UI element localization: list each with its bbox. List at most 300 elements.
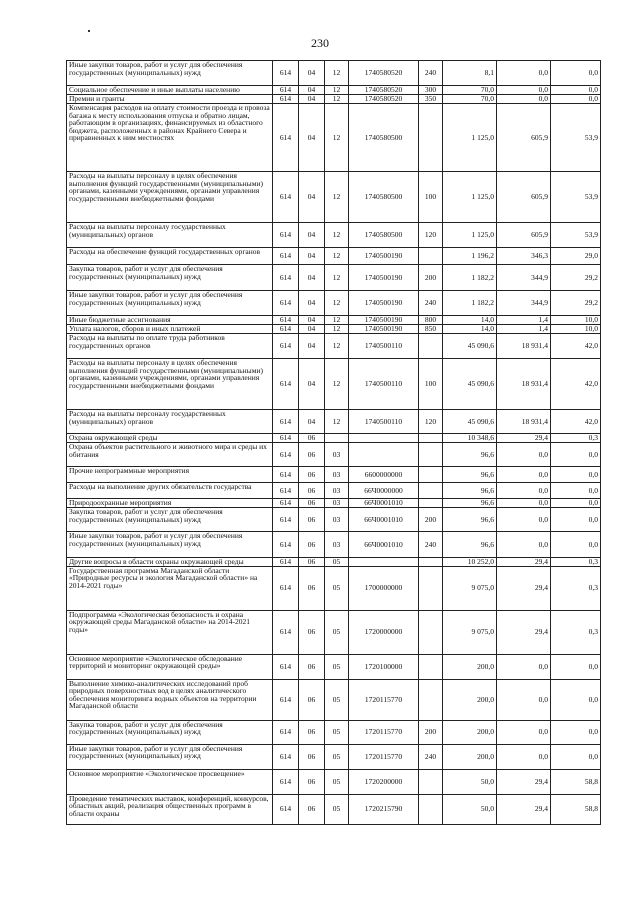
plan-amount: 96,6: [443, 483, 497, 499]
target-code: 1740500110: [349, 359, 419, 410]
subsection-code: 12: [325, 95, 349, 104]
execution-percent: 0,0: [551, 744, 601, 769]
expense-type: 120: [419, 410, 443, 434]
target-code: 1740500190: [349, 316, 419, 325]
expense-type: 240: [419, 744, 443, 769]
ministry-code: 614: [273, 566, 299, 610]
subsection-code: 05: [325, 769, 349, 794]
expense-type: 240: [419, 291, 443, 316]
row-name: Расходы на обеспечение функций государственных органов: [67, 248, 273, 265]
target-code: 1720115770: [349, 679, 419, 720]
section-code: 04: [299, 316, 325, 325]
target-code: 1740500110: [349, 410, 419, 434]
target-code: 1740500190: [349, 291, 419, 316]
row-name: Расходы на выполнение других обязательств государства: [67, 483, 273, 499]
execution-percent: 58,8: [551, 769, 601, 794]
plan-amount: 96,6: [443, 499, 497, 508]
ministry-code: 614: [273, 744, 299, 769]
table-row: [67, 769, 601, 794]
row-name: Проведение тематических выставок, конференций, конкурсов, областных акций, реализация общественных программ в области охраны: [67, 794, 273, 824]
actual-amount: 0,0: [497, 654, 551, 679]
table-row: [67, 316, 601, 325]
row-name: Выполнение химико-аналитических исследований проб природных поверхностных вод в целях аналитического обеспечения мониторинга водных объектов на территории Магаданской области: [67, 679, 273, 720]
section-code: 06: [299, 508, 325, 532]
expense-type: 800: [419, 316, 443, 325]
row-name: Компенсация расходов на оплату стоимости проезда и провоза багажа к месту использования отпуска и обратно лицам, работающим в организациях, финансируемых из областного бюджета, расположенных в районах Крайнего Севера и приравненных к ним местностях: [67, 104, 273, 172]
ministry-code: 614: [273, 316, 299, 325]
expense-type: 240: [419, 61, 443, 86]
expense-type: 200: [419, 265, 443, 291]
plan-amount: 200,0: [443, 720, 497, 744]
execution-percent: 29,2: [551, 265, 601, 291]
execution-percent: 29,2: [551, 291, 601, 316]
expense-type: [419, 499, 443, 508]
subsection-code: 05: [325, 654, 349, 679]
section-code: 06: [299, 654, 325, 679]
section-code: 04: [299, 265, 325, 291]
ministry-code: 614: [273, 483, 299, 499]
plan-amount: 1 196,2: [443, 248, 497, 265]
row-name: Государственная программа Магаданской области «Природные ресурсы и экология Магаданской области» на 2014-2021 годы»: [67, 566, 273, 610]
subsection-code: 12: [325, 223, 349, 248]
target-code: 66Ч0001010: [349, 532, 419, 558]
target-code: 1740580500: [349, 104, 419, 172]
table-row: [67, 558, 601, 567]
budget-table: [66, 60, 601, 825]
ministry-code: 614: [273, 558, 299, 567]
actual-amount: 344,9: [497, 265, 551, 291]
execution-percent: 0,3: [551, 566, 601, 610]
table-row: [67, 720, 601, 744]
expense-type: [419, 248, 443, 265]
row-name: Иные закупки товаров, работ и услуг для обеспечения государственных (муниципальных) нужд: [67, 61, 273, 86]
expense-type: 850: [419, 325, 443, 334]
table-row: [67, 265, 601, 291]
section-code: 04: [299, 61, 325, 86]
section-code: 06: [299, 679, 325, 720]
subsection-code: 05: [325, 679, 349, 720]
target-code: 66Ч0000000: [349, 483, 419, 499]
section-code: 06: [299, 532, 325, 558]
section-code: 06: [299, 610, 325, 654]
row-name: Расходы на выплаты по оплате труда работников государственных органов: [67, 334, 273, 359]
table-row: [67, 359, 601, 410]
ministry-code: 614: [273, 359, 299, 410]
expense-type: 200: [419, 720, 443, 744]
execution-percent: 0,0: [551, 532, 601, 558]
subsection-code: 03: [325, 532, 349, 558]
row-name: Иные закупки товаров, работ и услуг для обеспечения государственных (муниципальных) нужд: [67, 532, 273, 558]
row-name: Природоохранные мероприятия: [67, 499, 273, 508]
target-code: 1720000000: [349, 610, 419, 654]
target-code: 1740580520: [349, 95, 419, 104]
expense-type: [419, 483, 443, 499]
section-code: 06: [299, 720, 325, 744]
ministry-code: 614: [273, 434, 299, 443]
ministry-code: 614: [273, 291, 299, 316]
ministry-code: 614: [273, 104, 299, 172]
actual-amount: 0,0: [497, 443, 551, 467]
target-code: 1720100000: [349, 654, 419, 679]
plan-amount: 96,6: [443, 443, 497, 467]
plan-amount: 96,6: [443, 532, 497, 558]
target-code: 66Ч0001010: [349, 499, 419, 508]
table-row: [67, 483, 601, 499]
execution-percent: 10,0: [551, 316, 601, 325]
ministry-code: 614: [273, 679, 299, 720]
plan-amount: 9 075,0: [443, 610, 497, 654]
table-body: [67, 61, 601, 825]
row-name: Подпрограмма «Экологическая безопасность и охрана окружающей среды Магаданской области» на 2014-2021 годы»: [67, 610, 273, 654]
table-row: [67, 679, 601, 720]
row-name: Уплата налогов, сборов и иных платежей: [67, 325, 273, 334]
actual-amount: 605,9: [497, 223, 551, 248]
ministry-code: 614: [273, 508, 299, 532]
expense-type: 350: [419, 95, 443, 104]
execution-percent: 0,0: [551, 86, 601, 95]
execution-percent: 0,0: [551, 679, 601, 720]
actual-amount: 0,0: [497, 720, 551, 744]
subsection-code: 12: [325, 291, 349, 316]
plan-amount: 96,6: [443, 508, 497, 532]
ministry-code: 614: [273, 610, 299, 654]
row-name: Охрана объектов растительного и животного мира и среды их обитания: [67, 443, 273, 467]
section-code: 04: [299, 334, 325, 359]
execution-percent: 0,0: [551, 654, 601, 679]
table-row: [67, 104, 601, 172]
ministry-code: 614: [273, 95, 299, 104]
target-code: 1740500190: [349, 325, 419, 334]
actual-amount: 29,4: [497, 769, 551, 794]
target-code: 1720115770: [349, 744, 419, 769]
execution-percent: 0,0: [551, 61, 601, 86]
row-name: Расходы на выплаты персоналу в целях обеспечения выполнения функций государственными (муниципальными) органами, казенными учреждениями, органами управления государственными внебюджетными фондами: [67, 359, 273, 410]
plan-amount: 1 125,0: [443, 223, 497, 248]
expense-type: [419, 769, 443, 794]
execution-percent: 0,0: [551, 443, 601, 467]
table-row: [67, 508, 601, 532]
target-code: 1740580500: [349, 223, 419, 248]
section-code: 04: [299, 86, 325, 95]
actual-amount: 18 931,4: [497, 410, 551, 434]
subsection-code: 12: [325, 172, 349, 223]
table-row: [67, 467, 601, 483]
actual-amount: 0,0: [497, 61, 551, 86]
subsection-code: 12: [325, 86, 349, 95]
execution-percent: 0,0: [551, 483, 601, 499]
ministry-code: 614: [273, 248, 299, 265]
target-code: 1720115770: [349, 720, 419, 744]
target-code: 1740580520: [349, 86, 419, 95]
subsection-code: 12: [325, 104, 349, 172]
expense-type: 300: [419, 86, 443, 95]
subsection-code: 05: [325, 720, 349, 744]
section-code: 06: [299, 794, 325, 824]
section-code: 06: [299, 558, 325, 567]
plan-amount: 45 090,6: [443, 410, 497, 434]
execution-percent: 0,0: [551, 499, 601, 508]
target-code: 1740500190: [349, 265, 419, 291]
execution-percent: 53,9: [551, 223, 601, 248]
section-code: 04: [299, 325, 325, 334]
table-row: [67, 744, 601, 769]
row-name: Закупка товаров, работ и услуг для обеспечения государственных (муниципальных) нужд: [67, 265, 273, 291]
ministry-code: 614: [273, 172, 299, 223]
execution-percent: 53,9: [551, 104, 601, 172]
expense-type: 100: [419, 172, 443, 223]
ministry-code: 614: [273, 410, 299, 434]
expense-type: [419, 610, 443, 654]
plan-amount: 10 252,0: [443, 558, 497, 567]
ministry-code: 614: [273, 499, 299, 508]
subsection-code: 05: [325, 794, 349, 824]
expense-type: 240: [419, 532, 443, 558]
execution-percent: 0,0: [551, 508, 601, 532]
expense-type: 100: [419, 359, 443, 410]
row-name: Иные закупки товаров, работ и услуг для обеспечения государственных (муниципальных) нужд: [67, 291, 273, 316]
plan-amount: 50,0: [443, 794, 497, 824]
subsection-code: 12: [325, 325, 349, 334]
plan-amount: 45 090,6: [443, 359, 497, 410]
subsection-code: [325, 434, 349, 443]
subsection-code: 12: [325, 359, 349, 410]
subsection-code: 03: [325, 467, 349, 483]
subsection-code: 03: [325, 443, 349, 467]
actual-amount: 0,0: [497, 483, 551, 499]
plan-amount: 14,0: [443, 316, 497, 325]
target-code: 1740580520: [349, 61, 419, 86]
plan-amount: 50,0: [443, 769, 497, 794]
target-code: [349, 434, 419, 443]
section-code: 06: [299, 769, 325, 794]
plan-amount: 9 075,0: [443, 566, 497, 610]
row-name: Охрана окружающей среды: [67, 434, 273, 443]
target-code: 1740500190: [349, 248, 419, 265]
section-code: 06: [299, 443, 325, 467]
actual-amount: 18 931,4: [497, 359, 551, 410]
actual-amount: 0,0: [497, 532, 551, 558]
expense-type: [419, 558, 443, 567]
actual-amount: 0,0: [497, 744, 551, 769]
row-name: Расходы на выплаты персоналу государственных (муниципальных) органов: [67, 410, 273, 434]
plan-amount: 200,0: [443, 654, 497, 679]
actual-amount: 29,4: [497, 434, 551, 443]
section-code: 06: [299, 467, 325, 483]
execution-percent: 0,0: [551, 467, 601, 483]
section-code: 04: [299, 291, 325, 316]
expense-type: [419, 467, 443, 483]
ministry-code: 614: [273, 334, 299, 359]
table-row: [67, 443, 601, 467]
plan-amount: 1 182,2: [443, 265, 497, 291]
actual-amount: 0,0: [497, 679, 551, 720]
plan-amount: 70,0: [443, 86, 497, 95]
target-code: [349, 558, 419, 567]
row-name: Основное мероприятие «Экологическое обследование территорий и мониторинг окружающей среды»: [67, 654, 273, 679]
table-row: [67, 794, 601, 824]
subsection-code: 12: [325, 334, 349, 359]
table-row: [67, 334, 601, 359]
expense-type: 200: [419, 508, 443, 532]
actual-amount: 0,0: [497, 95, 551, 104]
row-name: Иные закупки товаров, работ и услуг для обеспечения государственных (муниципальных) нужд: [67, 744, 273, 769]
row-name: Другие вопросы в области охраны окружающей среды: [67, 558, 273, 567]
plan-amount: 1 125,0: [443, 104, 497, 172]
table-row: [67, 434, 601, 443]
table-row: [67, 532, 601, 558]
actual-amount: 346,3: [497, 248, 551, 265]
execution-percent: 29,0: [551, 248, 601, 265]
ministry-code: 614: [273, 265, 299, 291]
plan-amount: 70,0: [443, 95, 497, 104]
table-row: [67, 610, 601, 654]
actual-amount: 344,9: [497, 291, 551, 316]
ministry-code: 614: [273, 443, 299, 467]
expense-type: [419, 104, 443, 172]
subsection-code: 12: [325, 410, 349, 434]
table-row: [67, 499, 601, 508]
target-code: 1720200000: [349, 769, 419, 794]
section-code: 04: [299, 410, 325, 434]
section-code: 06: [299, 483, 325, 499]
page-number: 230: [311, 36, 329, 50]
table-row: [67, 172, 601, 223]
execution-percent: 42,0: [551, 359, 601, 410]
actual-amount: 29,4: [497, 566, 551, 610]
target-code: 1700000000: [349, 566, 419, 610]
ministry-code: 614: [273, 223, 299, 248]
subsection-code: 12: [325, 61, 349, 86]
expense-type: [419, 443, 443, 467]
plan-amount: 10 348,6: [443, 434, 497, 443]
subsection-code: 05: [325, 566, 349, 610]
ministry-code: 614: [273, 61, 299, 86]
row-name: Иные бюджетные ассигнования: [67, 316, 273, 325]
target-code: 1740580500: [349, 172, 419, 223]
expense-type: [419, 794, 443, 824]
section-code: 04: [299, 359, 325, 410]
section-code: 06: [299, 744, 325, 769]
row-name: Премии и гранты: [67, 95, 273, 104]
ministry-code: 614: [273, 720, 299, 744]
subsection-code: 12: [325, 248, 349, 265]
actual-amount: 605,9: [497, 172, 551, 223]
section-code: 04: [299, 172, 325, 223]
table-row: [67, 654, 601, 679]
actual-amount: 18 931,4: [497, 334, 551, 359]
execution-percent: 0,3: [551, 610, 601, 654]
subsection-code: 05: [325, 744, 349, 769]
table-row: [67, 291, 601, 316]
subsection-code: 05: [325, 558, 349, 567]
actual-amount: 29,4: [497, 794, 551, 824]
actual-amount: 1,4: [497, 325, 551, 334]
ministry-code: 614: [273, 532, 299, 558]
row-name: Расходы на выплаты персоналу государственных (муниципальных) органов: [67, 223, 273, 248]
actual-amount: 0,0: [497, 86, 551, 95]
subsection-code: 12: [325, 265, 349, 291]
plan-amount: 200,0: [443, 744, 497, 769]
execution-percent: 42,0: [551, 334, 601, 359]
actual-amount: 29,4: [497, 558, 551, 567]
subsection-code: 03: [325, 508, 349, 532]
actual-amount: 0,0: [497, 467, 551, 483]
table-row: [67, 223, 601, 248]
table-row: [67, 410, 601, 434]
execution-percent: 42,0: [551, 410, 601, 434]
execution-percent: 58,8: [551, 794, 601, 824]
plan-amount: 8,1: [443, 61, 497, 86]
section-code: 04: [299, 248, 325, 265]
ministry-code: 614: [273, 654, 299, 679]
subsection-code: 05: [325, 610, 349, 654]
scan-speck: [88, 30, 90, 32]
actual-amount: 0,0: [497, 499, 551, 508]
subsection-code: 12: [325, 316, 349, 325]
expense-type: [419, 654, 443, 679]
subsection-code: 03: [325, 483, 349, 499]
subsection-code: 03: [325, 499, 349, 508]
section-code: 04: [299, 223, 325, 248]
table-row: [67, 566, 601, 610]
target-code: 1740500110: [349, 334, 419, 359]
expense-type: [419, 679, 443, 720]
section-code: 06: [299, 434, 325, 443]
plan-amount: 14,0: [443, 325, 497, 334]
target-code: 1720215790: [349, 794, 419, 824]
expense-type: 120: [419, 223, 443, 248]
table-row: [67, 61, 601, 86]
actual-amount: 1,4: [497, 316, 551, 325]
plan-amount: 1 125,0: [443, 172, 497, 223]
expense-type: [419, 334, 443, 359]
table-row: [67, 86, 601, 95]
plan-amount: 45 090,6: [443, 334, 497, 359]
execution-percent: 0,0: [551, 95, 601, 104]
row-name: Прочие непрограммные мероприятия: [67, 467, 273, 483]
actual-amount: 0,0: [497, 508, 551, 532]
section-code: 06: [299, 566, 325, 610]
target-code: 6600000000: [349, 467, 419, 483]
plan-amount: 1 182,2: [443, 291, 497, 316]
target-code: [349, 443, 419, 467]
row-name: Закупка товаров, работ и услуг для обеспечения государственных (муниципальных) нужд: [67, 508, 273, 532]
row-name: Основное мероприятие «Экологическое просвещение»: [67, 769, 273, 794]
ministry-code: 614: [273, 86, 299, 95]
table-row: [67, 325, 601, 334]
expense-type: [419, 434, 443, 443]
actual-amount: 29,4: [497, 610, 551, 654]
execution-percent: 0,3: [551, 434, 601, 443]
table-row: [67, 248, 601, 265]
row-name: Закупка товаров, работ и услуг для обеспечения государственных (муниципальных) нужд: [67, 720, 273, 744]
execution-percent: 10,0: [551, 325, 601, 334]
target-code: 66Ч0001010: [349, 508, 419, 532]
ministry-code: 614: [273, 794, 299, 824]
ministry-code: 614: [273, 769, 299, 794]
row-name: Социальное обеспечение и иные выплаты населению: [67, 86, 273, 95]
section-code: 04: [299, 104, 325, 172]
row-name: Расходы на выплаты персоналу в целях обеспечения выполнения функций государственными (муниципальными) органами, казенными учреждениями, органами управления государственными внебюджетными фондами: [67, 172, 273, 223]
ministry-code: 614: [273, 467, 299, 483]
expense-type: [419, 566, 443, 610]
plan-amount: 200,0: [443, 679, 497, 720]
ministry-code: 614: [273, 325, 299, 334]
execution-percent: 0,3: [551, 558, 601, 567]
plan-amount: 96,6: [443, 467, 497, 483]
actual-amount: 605,9: [497, 104, 551, 172]
table-row: [67, 95, 601, 104]
